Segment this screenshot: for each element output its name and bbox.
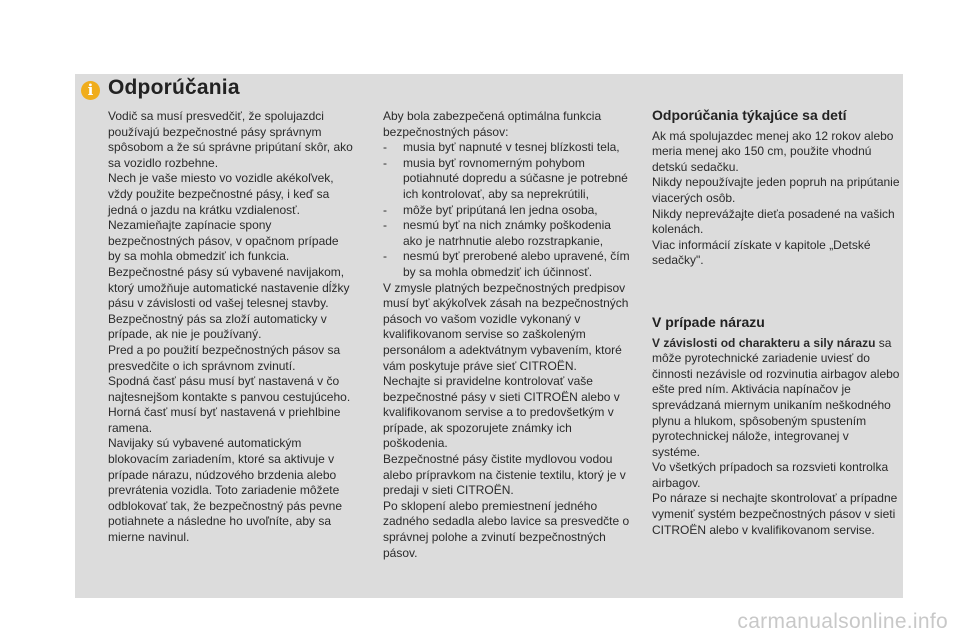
- paragraph: Nikdy nepoužívajte jeden popruh na pripútanie viacerých osôb.: [652, 175, 900, 205]
- paragraph: Po náraze si nechajte skontrolovať a prípadne vymeniť systém bezpečnostných pásov v sieti CITROËN alebo v kvalifikovanom servise.: [652, 491, 898, 537]
- paragraph: Vodič sa musí presvedčiť, že spolujazdci používajú bezpečnostné pásy správnym spôsobom a že sú správne pripútaní skôr, ako sa vozidlo rozbehne.: [108, 109, 353, 170]
- list-item: [383, 203, 633, 219]
- info-icon: i: [81, 81, 100, 100]
- paragraph: Po sklopení alebo premiestnení jedného zadného sedadla alebo lavice sa presvedčte o správnej polohe a zvinutí bezpečnostných pásov.: [383, 498, 630, 560]
- paragraph: Bezpečnostné pásy čistite mydlovou vodou alebo prípravkom na čistenie textilu, ktorý je v predaji v sieti CITROËN.: [383, 452, 626, 498]
- paragraph: Viac informácií získate v kapitole „Detské sedačky".: [652, 237, 871, 268]
- paragraph-text: sa môže pyrotechnické zariadenie uviesť do činnosti nezávisle od rozvinutia airbagov alebo ešte pred ním. Aktivácia napínačov je sprevádzaná miernym unikaním neškodného plynu a hlukom, spôsobeným spustením pyrotechnickej nálože, integrovanej v systéme.: [652, 335, 900, 459]
- section-title-crash: V prípade nárazu: [652, 313, 765, 330]
- paragraph: Bezpečnostné pásy sú vybavené navijakom, ktorý umožňuje automatické nastavenie dĺžky pásu v závislosti od vašej telesnej stavby.: [108, 264, 350, 311]
- paragraph: Horná časť musí byť nastavená v priehlbine ramena.: [108, 405, 341, 435]
- page-title: Odporúčania: [108, 76, 240, 99]
- column-general-recommendations: [108, 109, 353, 546]
- paragraph: Nikdy neprevážajte dieťa posadené na vašich kolenách.: [652, 206, 895, 237]
- dash-marker: -: [383, 140, 387, 155]
- paragraph: Pred a po použití bezpečnostných pásov sa presvedčite o ich správnom zvinutí.: [108, 342, 341, 373]
- list-item-text: musia byť napnuté v tesnej blízkosti tela,: [403, 140, 620, 155]
- list-item-text: môže byť pripútaná len jedna osoba,: [403, 202, 598, 217]
- paragraph: Nezamieňajte zapínacie spony bezpečnostných pásov, v opačnom prípade by sa mohla obmedziť ich funkcia.: [108, 218, 339, 264]
- dash-marker: -: [383, 218, 387, 233]
- paragraph: Bezpečnostný pás sa zloží automaticky v prípade, ak nie je používaný.: [108, 311, 327, 342]
- section-title-children: Odporúčania týkajúce sa detí: [652, 107, 847, 123]
- bold-lead-text: V závislosti od charakteru a sily nárazu: [652, 335, 876, 350]
- column-belt-usage: [383, 109, 633, 561]
- list-item-text: nesmú byť prerobené alebo upravené, čím by sa mohla obmedziť ich účinnosť.: [403, 249, 630, 279]
- paragraph: Nech je vaše miesto vo vozidle akékoľvek, vždy použite bezpečnostné pásy, i keď sa jedná o jazdu na krátku vzdialenosť.: [108, 171, 334, 217]
- list-item: [383, 218, 633, 249]
- paragraph: V zmysle platných bezpečnostných predpisov musí byť akýkoľvek zásah na bezpečnostných pásoch vo vašom vozidle vykonaný v kvalifikovanom servise so zaškoleným personálom a adektvátnym vybavením, ktoré vám poskytuje práve sieť CITROËN.: [383, 280, 629, 373]
- paragraph: Ak má spolujazdec menej ako 12 rokov alebo meria menej ako 150 cm, použite vhodnú detskú sedačku.: [652, 128, 894, 174]
- column-children-and-crash: [652, 108, 900, 538]
- watermark: carmanualsonline.info: [737, 610, 948, 633]
- list-item-text: musia byť rovnomerným pohybom potiahnuté dopredu a súčasne je potrebné ich kontrolovať, aby sa neprekrútili,: [403, 155, 628, 201]
- paragraph: Spodná časť pásu musí byť nastavená v čo najtesnejšom kontakte s panvou cestujúceho.: [108, 374, 351, 404]
- paragraph: Vo všetkých prípadoch sa rozsvieti kontrolka airbagov.: [652, 460, 889, 490]
- dash-marker: -: [383, 249, 387, 264]
- list-item: [383, 156, 633, 203]
- list-item: [383, 140, 633, 156]
- list-item-text: nesmú byť na nich známky poškodenia ako je natrhnutie alebo rozstrapkanie,: [403, 218, 611, 248]
- list-item: [383, 249, 633, 280]
- paragraph: Navijaky sú vybavené automatickým blokovacím zariadením, ktoré sa aktivuje v prípade nárazu, núdzového brzdenia alebo prevrátenia vozidla. Toto zariadenie môžete odblokovať tak, že bezpečnostný pás pevne potiahnete a následne ho uvoľníte, aby sa mierne navinul.: [108, 436, 342, 545]
- dash-marker: -: [383, 155, 387, 170]
- paragraph: Nechajte si pravidelne kontrolovať vaše bezpečnostné pásy v sieti CITROËN alebo v kvalifikovanom servise a to predovšetkým v prípade, ak spozorujete známky ich poškodenia.: [383, 374, 620, 451]
- paragraph: [652, 336, 900, 461]
- dash-marker: -: [383, 202, 387, 217]
- intro-paragraph: Aby bola zabezpečená optimálna funkcia bezpečnostných pásov:: [383, 109, 602, 139]
